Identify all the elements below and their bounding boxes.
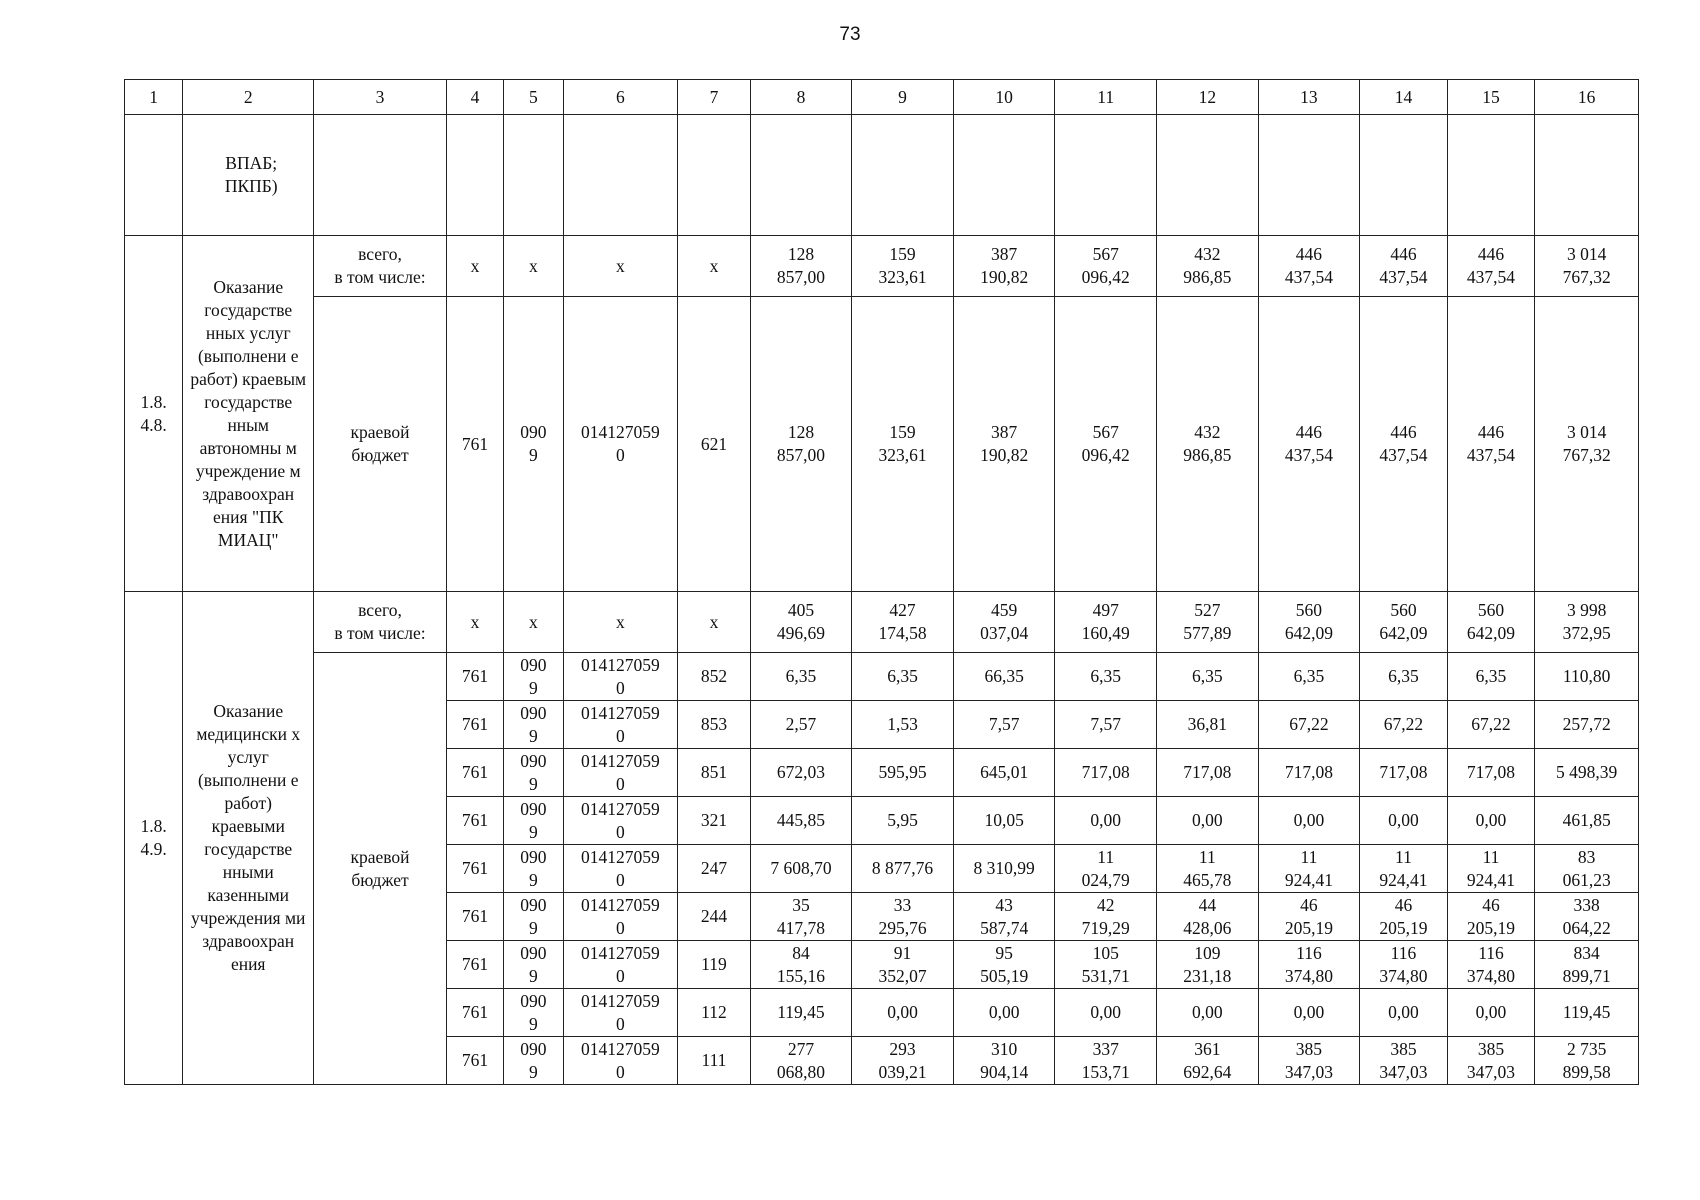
cell-c5: 090 9 xyxy=(504,893,563,941)
cell-c4: x xyxy=(446,592,503,653)
cell-name: ВПАБ; ПКПБ) xyxy=(183,115,314,236)
table-row xyxy=(125,297,1639,592)
cell-value: 5 498,39 xyxy=(1535,749,1639,797)
cell-c4: 761 xyxy=(446,701,503,749)
cell-c4: 761 xyxy=(446,893,503,941)
cell-c4: x xyxy=(446,236,503,297)
cell-c6: 014127059 0 xyxy=(563,797,678,845)
cell-value: 36,81 xyxy=(1157,701,1259,749)
cell-value: 834 899,71 xyxy=(1535,941,1639,989)
cell-value: 446 437,54 xyxy=(1360,297,1448,592)
cell-c4: 761 xyxy=(446,653,503,701)
cell-value: 11 924,41 xyxy=(1360,845,1448,893)
source-label: краевой бюджет xyxy=(314,653,447,1085)
cell-value: 7 608,70 xyxy=(750,845,852,893)
column-header: 16 xyxy=(1535,80,1639,115)
cell-value: 43 587,74 xyxy=(953,893,1055,941)
cell-c5: 090 9 xyxy=(504,1037,563,1085)
cell-value: 116 374,80 xyxy=(1360,941,1448,989)
cell-value: 42 719,29 xyxy=(1055,893,1157,941)
cell-c5: 090 9 xyxy=(504,941,563,989)
cell-value: 67,22 xyxy=(1447,701,1535,749)
cell-c6: 014127059 0 xyxy=(563,297,678,592)
cell-value: 0,00 xyxy=(1258,797,1360,845)
cell-c7: 112 xyxy=(678,989,750,1037)
cell-value: 385 347,03 xyxy=(1447,1037,1535,1085)
cell-value: 159 323,61 xyxy=(852,297,954,592)
cell-value: 385 347,03 xyxy=(1360,1037,1448,1085)
cell-value: 337 153,71 xyxy=(1055,1037,1157,1085)
cell-value: 0,00 xyxy=(1360,989,1448,1037)
cell-value: 7,57 xyxy=(1055,701,1157,749)
row-name: Оказание медицински х услуг (выполнени е работ) краевыми государстве нными казенными учреждения ми здравоохран ения xyxy=(183,592,314,1085)
cell-value: 497 160,49 xyxy=(1055,592,1157,653)
cell-value: 0,00 xyxy=(1447,989,1535,1037)
cell-c7: x xyxy=(678,592,750,653)
cell-value: 10,05 xyxy=(953,797,1055,845)
cell-c6: 014127059 0 xyxy=(563,989,678,1037)
cell-value: 446 437,54 xyxy=(1447,236,1535,297)
cell-value: 0,00 xyxy=(1055,797,1157,845)
cell-value: 0,00 xyxy=(1360,797,1448,845)
cell-value: 6,35 xyxy=(1360,653,1448,701)
cell-value: 527 577,89 xyxy=(1157,592,1259,653)
cell-value: 361 692,64 xyxy=(1157,1037,1259,1085)
cell-c5: 090 9 xyxy=(504,653,563,701)
column-header: 5 xyxy=(504,80,563,115)
cell-value: 560 642,09 xyxy=(1258,592,1360,653)
cell-value: 446 437,54 xyxy=(1447,297,1535,592)
cell-value: 116 374,80 xyxy=(1258,941,1360,989)
cell-value: 567 096,42 xyxy=(1055,297,1157,592)
cell-c6: 014127059 0 xyxy=(563,1037,678,1085)
cell-value: 6,35 xyxy=(750,653,852,701)
cell-value: 446 437,54 xyxy=(1360,236,1448,297)
column-header: 4 xyxy=(446,80,503,115)
cell-value: 0,00 xyxy=(1055,989,1157,1037)
table-row xyxy=(125,653,1639,701)
column-header: 14 xyxy=(1360,80,1448,115)
cell-value: 6,35 xyxy=(1447,653,1535,701)
cell-value: 46 205,19 xyxy=(1447,893,1535,941)
cell-c4: 761 xyxy=(446,989,503,1037)
cell-c7: 247 xyxy=(678,845,750,893)
cell-value: 717,08 xyxy=(1157,749,1259,797)
cell-value: 0,00 xyxy=(852,989,954,1037)
cell-c6: 014127059 0 xyxy=(563,653,678,701)
column-header: 15 xyxy=(1447,80,1535,115)
cell-value: 560 642,09 xyxy=(1360,592,1448,653)
budget-table xyxy=(124,79,1639,1085)
source-label: краевой бюджет xyxy=(314,297,447,592)
column-header: 12 xyxy=(1157,80,1259,115)
cell-c5: 090 9 xyxy=(504,989,563,1037)
cell-value: 387 190,82 xyxy=(953,236,1055,297)
cell-c7: 244 xyxy=(678,893,750,941)
cell-value: 6,35 xyxy=(852,653,954,701)
cell-value: 11 924,41 xyxy=(1258,845,1360,893)
cell-value: 405 496,69 xyxy=(750,592,852,653)
cell-value: 432 986,85 xyxy=(1157,236,1259,297)
cell-num xyxy=(125,115,183,236)
cell-value: 110,80 xyxy=(1535,653,1639,701)
cell-value: 5,95 xyxy=(852,797,954,845)
cell-value: 11 465,78 xyxy=(1157,845,1259,893)
cell-value: 717,08 xyxy=(1055,749,1157,797)
cell-c6: x xyxy=(563,592,678,653)
cell-value: 91 352,07 xyxy=(852,941,954,989)
cell-value: 128 857,00 xyxy=(750,236,852,297)
column-header: 9 xyxy=(852,80,954,115)
cell-value: 338 064,22 xyxy=(1535,893,1639,941)
cell-c7: 119 xyxy=(678,941,750,989)
column-header: 10 xyxy=(953,80,1055,115)
cell-value: 33 295,76 xyxy=(852,893,954,941)
cell-c7: 851 xyxy=(678,749,750,797)
cell-value: 46 205,19 xyxy=(1258,893,1360,941)
cell-value: 0,00 xyxy=(1258,989,1360,1037)
cell-c4: 761 xyxy=(446,941,503,989)
column-header: 11 xyxy=(1055,80,1157,115)
cell-c4: 761 xyxy=(446,297,503,592)
cell-value: 6,35 xyxy=(1055,653,1157,701)
page-number: 73 xyxy=(839,24,861,45)
cell-value: 257,72 xyxy=(1535,701,1639,749)
cell-c6: 014127059 0 xyxy=(563,749,678,797)
source-label: всего, в том числе: xyxy=(314,592,447,653)
cell-c7: 621 xyxy=(678,297,750,592)
cell-c6: 014127059 0 xyxy=(563,941,678,989)
cell-value: 159 323,61 xyxy=(852,236,954,297)
cell-value: 11 024,79 xyxy=(1055,845,1157,893)
column-number-row xyxy=(125,80,1639,115)
cell-value: 116 374,80 xyxy=(1447,941,1535,989)
column-header: 6 xyxy=(563,80,678,115)
cell-value: 595,95 xyxy=(852,749,954,797)
cell-value: 44 428,06 xyxy=(1157,893,1259,941)
cell-value: 7,57 xyxy=(953,701,1055,749)
cell-value: 67,22 xyxy=(1258,701,1360,749)
column-header: 1 xyxy=(125,80,183,115)
cell-value: 3 014 767,32 xyxy=(1535,297,1639,592)
cell-value: 46 205,19 xyxy=(1360,893,1448,941)
cell-c6: x xyxy=(563,236,678,297)
cell-value: 66,35 xyxy=(953,653,1055,701)
cell-value: 459 037,04 xyxy=(953,592,1055,653)
cell-value: 35 417,78 xyxy=(750,893,852,941)
cell-value: 11 924,41 xyxy=(1447,845,1535,893)
cell-value: 119,45 xyxy=(1535,989,1639,1037)
cell-value: 8 310,99 xyxy=(953,845,1055,893)
cell-value: 461,85 xyxy=(1535,797,1639,845)
cell-c5: 090 9 xyxy=(504,297,563,592)
column-header: 3 xyxy=(314,80,447,115)
cell-value: 0,00 xyxy=(1157,797,1259,845)
cell-value: 717,08 xyxy=(1447,749,1535,797)
cell-c6: 014127059 0 xyxy=(563,893,678,941)
cell-c6: 014127059 0 xyxy=(563,701,678,749)
cell-value: 6,35 xyxy=(1157,653,1259,701)
cell-value: 0,00 xyxy=(953,989,1055,1037)
cell-value: 293 039,21 xyxy=(852,1037,954,1085)
cell-c5: 090 9 xyxy=(504,701,563,749)
cell-c4: 761 xyxy=(446,1037,503,1085)
cell-value: 105 531,71 xyxy=(1055,941,1157,989)
cell-value: 6,35 xyxy=(1258,653,1360,701)
cell-c5: 090 9 xyxy=(504,749,563,797)
cell-value: 2,57 xyxy=(750,701,852,749)
cell-c5: 090 9 xyxy=(504,797,563,845)
cell-value: 83 061,23 xyxy=(1535,845,1639,893)
cell-value: 84 155,16 xyxy=(750,941,852,989)
cell-value: 95 505,19 xyxy=(953,941,1055,989)
column-header: 7 xyxy=(678,80,750,115)
cell-value: 567 096,42 xyxy=(1055,236,1157,297)
cell-value: 427 174,58 xyxy=(852,592,954,653)
row-name: Оказание государстве нных услуг (выполнени е работ) краевым государстве нным автономны м учреждение м здравоохран ения "ПК МИАЦ" xyxy=(183,236,314,592)
cell-value: 8 877,76 xyxy=(852,845,954,893)
cell-c4: 761 xyxy=(446,749,503,797)
row-number: 1.8. 4.8. xyxy=(125,236,183,592)
cell-c7: x xyxy=(678,236,750,297)
cell-value: 310 904,14 xyxy=(953,1037,1055,1085)
cell-c5: x xyxy=(504,592,563,653)
table-row xyxy=(125,592,1639,653)
cell-value: 2 735 899,58 xyxy=(1535,1037,1639,1085)
cell-value: 432 986,85 xyxy=(1157,297,1259,592)
cell-value: 717,08 xyxy=(1258,749,1360,797)
cell-value: 560 642,09 xyxy=(1447,592,1535,653)
column-header: 13 xyxy=(1258,80,1360,115)
cell-c6: 014127059 0 xyxy=(563,845,678,893)
cell-value: 387 190,82 xyxy=(953,297,1055,592)
cell-value: 3 998 372,95 xyxy=(1535,592,1639,653)
column-header: 2 xyxy=(183,80,314,115)
cell-c5: 090 9 xyxy=(504,845,563,893)
cell-value: 672,03 xyxy=(750,749,852,797)
cell-value: 109 231,18 xyxy=(1157,941,1259,989)
cell-c4: 761 xyxy=(446,845,503,893)
cell-value: 717,08 xyxy=(1360,749,1448,797)
source-label: всего, в том числе: xyxy=(314,236,447,297)
cell-c7: 853 xyxy=(678,701,750,749)
cell-value: 67,22 xyxy=(1360,701,1448,749)
cell-value: 446 437,54 xyxy=(1258,236,1360,297)
cell-c7: 111 xyxy=(678,1037,750,1085)
cell-value: 3 014 767,32 xyxy=(1535,236,1639,297)
continuation-row xyxy=(125,115,1639,236)
cell-value: 1,53 xyxy=(852,701,954,749)
cell-value: 385 347,03 xyxy=(1258,1037,1360,1085)
cell-value: 128 857,00 xyxy=(750,297,852,592)
cell-value: 0,00 xyxy=(1447,797,1535,845)
cell-c7: 321 xyxy=(678,797,750,845)
cell-value: 445,85 xyxy=(750,797,852,845)
cell-c7: 852 xyxy=(678,653,750,701)
cell-value: 119,45 xyxy=(750,989,852,1037)
cell-c4: 761 xyxy=(446,797,503,845)
cell-value: 645,01 xyxy=(953,749,1055,797)
row-number: 1.8. 4.9. xyxy=(125,592,183,1085)
table-row xyxy=(125,236,1639,297)
cell-value: 277 068,80 xyxy=(750,1037,852,1085)
column-header: 8 xyxy=(750,80,852,115)
cell-value: 0,00 xyxy=(1157,989,1259,1037)
cell-value: 446 437,54 xyxy=(1258,297,1360,592)
cell-c5: x xyxy=(504,236,563,297)
